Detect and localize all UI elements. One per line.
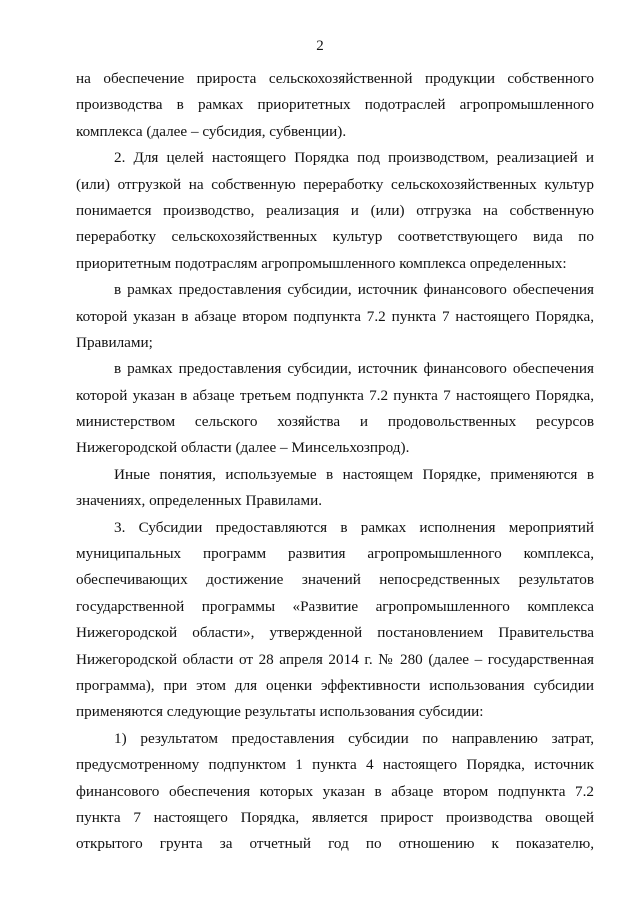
text-line: применяются следующие результаты использования субсидии: [76, 703, 484, 721]
text-line: которой указан в абзаце втором подпункта 7.2 пункта 7 настоящего Порядка, [76, 307, 594, 325]
text-line: в рамках предоставления субсидии, источник финансового обеспечения [114, 360, 594, 378]
text-line: министерством сельского хозяйства и продовольственных ресурсов [76, 413, 594, 431]
text-line: на обеспечение прироста сельскохозяйственной продукции собственного [76, 70, 594, 87]
text-line: которой указан в абзаце третьем подпункта 7.2 пункта 7 настоящего Порядка, [76, 386, 594, 404]
text-line: муниципальных программ развития агропромышленного комплекса, [76, 545, 594, 563]
text-line: программа), при этом для оценки эффективности использования субсидии [76, 676, 594, 694]
text-line: 2. Для целей настоящего Порядка под производством, реализацией и [114, 149, 594, 167]
text-line: предусмотренному подпунктом 1 пункта 4 настоящего Порядка, источник [76, 756, 594, 774]
text-line: пункта 7 настоящего Порядка, является прирост производства овощей [76, 808, 594, 826]
text-line: Нижегородской области (далее – Минсельхозпрод). [76, 439, 410, 457]
paragraph [76, 356, 594, 462]
text-line: (или) отгрузкой на собственную переработку сельскохозяйственных культур [76, 175, 594, 193]
text-line: 3. Субсидии предоставляются в рамках исполнения мероприятий [114, 518, 594, 536]
text-line: Правилами; [76, 333, 153, 351]
text-line: производства в рамках приоритетных подотраслей агропромышленного [76, 96, 594, 114]
document-body [76, 66, 594, 858]
text-line: в рамках предоставления субсидии, источник финансового обеспечения [114, 281, 594, 299]
text-line: обеспечивающих достижение значений непосредственных результатов [76, 571, 594, 589]
paragraph [76, 145, 594, 277]
text-line: значениях, определенных Правилами. [76, 492, 323, 510]
text-line: финансового обеспечения которых указан в абзаце втором подпункта 7.2 [76, 782, 594, 800]
paragraph [76, 462, 594, 515]
text-line: понимается производство, реализация и (или) отгрузка на собственную [76, 201, 594, 219]
page-number: 2 [316, 38, 324, 54]
text-line: Нижегородской области», утвержденной постановлением Правительства [76, 624, 594, 642]
text-line: открытого грунта за отчетный год по отношению к показателю, [76, 835, 594, 853]
text-line: Иные понятия, используемые в настоящем Порядке, применяются в [114, 465, 594, 483]
paragraph [76, 277, 594, 356]
paragraph [76, 726, 594, 858]
text-line: приоритетным подотраслям агропромышленного комплекса определенных: [76, 254, 567, 272]
text-line: Нижегородской области от 28 апреля 2014 г. № 280 (далее – государственная [76, 650, 594, 668]
text-line: государственной программы «Развитие агропромышленного комплекса [76, 597, 594, 615]
text-line: переработку сельскохозяйственных культур соответствующего вида по [76, 228, 594, 246]
paragraph [76, 66, 594, 145]
paragraph [76, 515, 594, 726]
text-line: комплекса (далее – субсидия, субвенции). [76, 122, 347, 140]
text-line: 1) результатом предоставления субсидии по направлению затрат, [114, 729, 594, 747]
